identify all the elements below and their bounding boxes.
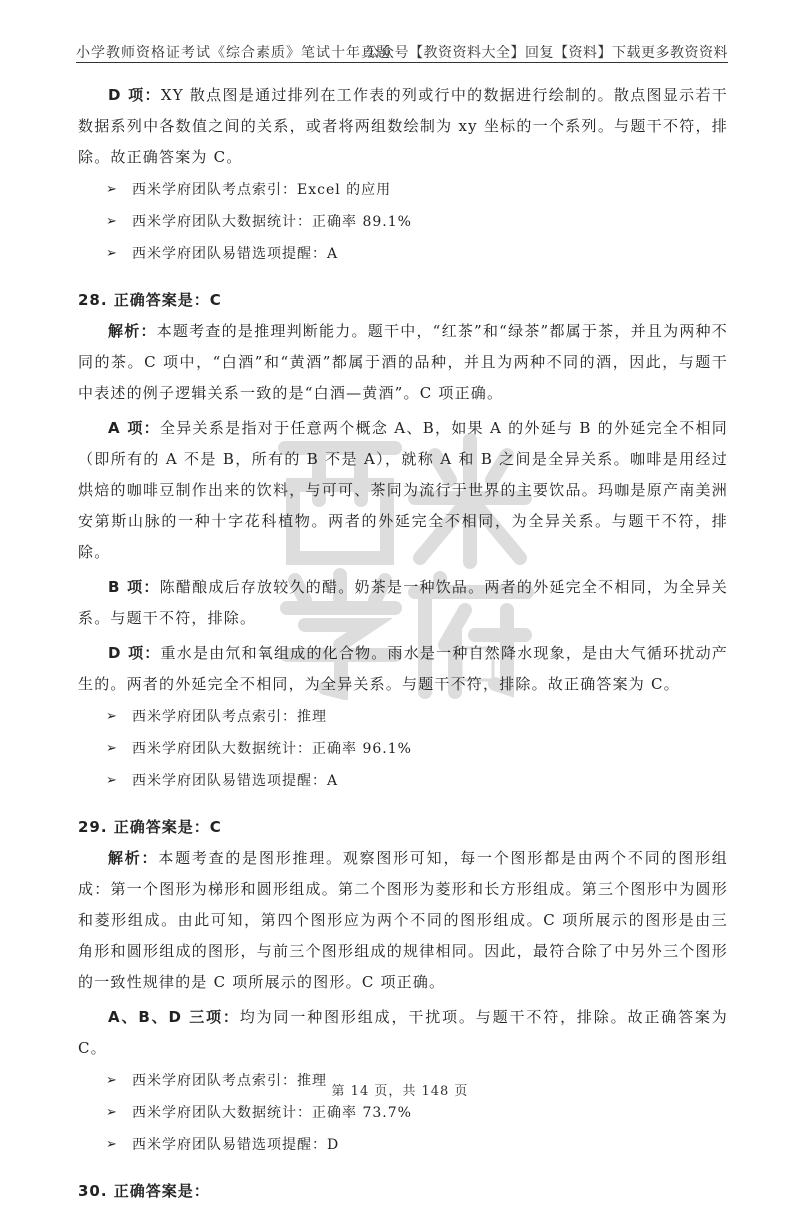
arrow-bullet-icon: ➢ bbox=[106, 1073, 118, 1088]
option-text: 全异关系是指对于任意两个概念 A、B，如果 A 的外延与 B 的外延完全不相同（即所有的 A 不是 B，所有的 B 不是 A），就称 A 和 B 之间是全异关系。咖啡是用经过烘焙的咖啡豆制作出来的饮料，与可可、茶同为流行于世界的主要饮品。玛咖是原产南美洲安第斯山脉的一种十字花科植物。两者的外延完全不相同，为全异关系。与题干不符，排除。 bbox=[78, 419, 728, 561]
page-footer: 第 14 页，共 148 页 bbox=[331, 1084, 469, 1099]
analysis-text: 本题考查的是图形推理。观察图形可知，每一个图形都是由两个不同的图形组成：第一个图形为梯形和圆形组成。第二个图形为菱形和长方形组成。第三个图形中为圆形和菱形组成。由此可知，第四个图形应为两个不同的图形组成。C 项所展示的图形是由三角形和圆形组成的图形，与前三个图形组成的规律相同。因此，最符合除了中另外三个图形的一致性规律的是 C 项所展示的图形。C 项正确。 bbox=[78, 849, 728, 991]
bullet-text: 西米学府团队易错选项提醒：A bbox=[132, 246, 339, 262]
analysis-label: 解析： bbox=[108, 322, 157, 340]
question-29 bbox=[78, 812, 728, 1160]
arrow-bullet-icon: ➢ bbox=[106, 214, 118, 229]
option-label: D 项： bbox=[108, 644, 161, 662]
question-30 bbox=[78, 1176, 728, 1207]
answer-heading: 29. 正确答案是：C bbox=[78, 818, 222, 836]
arrow-bullet-icon: ➢ bbox=[106, 1105, 118, 1120]
bullet-text: 西米学府团队考点索引：推理 bbox=[132, 709, 327, 725]
bullet-item bbox=[78, 175, 728, 205]
bullet-text: 西米学府团队大数据统计：正确率 73.7% bbox=[132, 1105, 412, 1121]
bullet-text: 西米学府团队易错选项提醒：A bbox=[132, 773, 339, 789]
analysis-label: 解析： bbox=[108, 849, 159, 867]
arrow-bullet-icon: ➢ bbox=[106, 246, 118, 261]
bullet-text: 西米学府团队大数据统计：正确率 96.1% bbox=[132, 741, 412, 757]
option-text: 重水是由氘和氧组成的化合物。雨水是一种自然降水现象，是由大气循环扰动产生的。两者的外延完全不相同，为全异关系。与题干不符，排除。故正确答案为 C。 bbox=[78, 644, 728, 693]
option-text: XY 散点图是通过排列在工作表的列或行中的数据进行绘制的。散点图显示若干数据系列中各数值之间的关系，或者将两组数绘制为 xy 坐标的一个系列。与题干不符，排除。故正确答案为 C。 bbox=[78, 86, 728, 166]
arrow-bullet-icon: ➢ bbox=[106, 709, 118, 724]
header-promo: 公众号【教资资料大全】回复【资料】下载更多教资资料 bbox=[365, 45, 728, 61]
bullet-item bbox=[78, 207, 728, 237]
bullet-item bbox=[78, 1130, 728, 1160]
option-label: B 项： bbox=[108, 578, 160, 596]
bullet-item bbox=[78, 734, 728, 764]
bullet-text: 西米学府团队考点索引：Excel 的应用 bbox=[132, 182, 392, 198]
bullet-text: 西米学府团队易错选项提醒：D bbox=[132, 1137, 340, 1153]
page-content bbox=[78, 80, 728, 1215]
answer-heading: 30. 正确答案是： bbox=[78, 1182, 210, 1200]
arrow-bullet-icon: ➢ bbox=[106, 1137, 118, 1152]
bullet-item bbox=[78, 702, 728, 732]
option-text: 均为同一种图形组成，干扰项。与题干不符，排除。故正确答案为 C。 bbox=[78, 1008, 728, 1057]
option-label: A、B、D 三项： bbox=[108, 1008, 240, 1026]
arrow-bullet-icon: ➢ bbox=[106, 773, 118, 788]
bullet-item bbox=[78, 239, 728, 269]
answer-heading: 28. 正确答案是：C bbox=[78, 291, 222, 309]
arrow-bullet-icon: ➢ bbox=[106, 182, 118, 197]
analysis-text: 本题考查的是推理判断能力。题干中，“红茶”和“绿茶”都属于茶，并且为两种不同的茶。C 项中，“白酒”和“黄酒”都属于酒的品种，并且为两种不同的酒，因此，与题干中表述的例子逻辑关系一致的是“白酒—黄酒”。C 项正确。 bbox=[78, 322, 728, 402]
bullet-item bbox=[78, 766, 728, 796]
option-label: A 项： bbox=[108, 419, 160, 437]
header-title: 小学教师资格证考试《综合素质》笔试十年真题 bbox=[76, 45, 391, 61]
option-text: 陈醋酿成后存放较久的醋。奶茶是一种饮品。两者的外延完全不相同，为全异关系。与题干不符，排除。 bbox=[78, 578, 728, 627]
bullet-item bbox=[78, 1098, 728, 1128]
arrow-bullet-icon: ➢ bbox=[106, 741, 118, 756]
bullet-text: 西米学府团队考点索引：推理 bbox=[132, 1073, 327, 1089]
page-header bbox=[76, 40, 728, 63]
q27-tail bbox=[78, 80, 728, 269]
question-28 bbox=[78, 285, 728, 796]
option-label: D 项： bbox=[108, 86, 161, 104]
bullet-text: 西米学府团队大数据统计：正确率 89.1% bbox=[132, 214, 412, 230]
